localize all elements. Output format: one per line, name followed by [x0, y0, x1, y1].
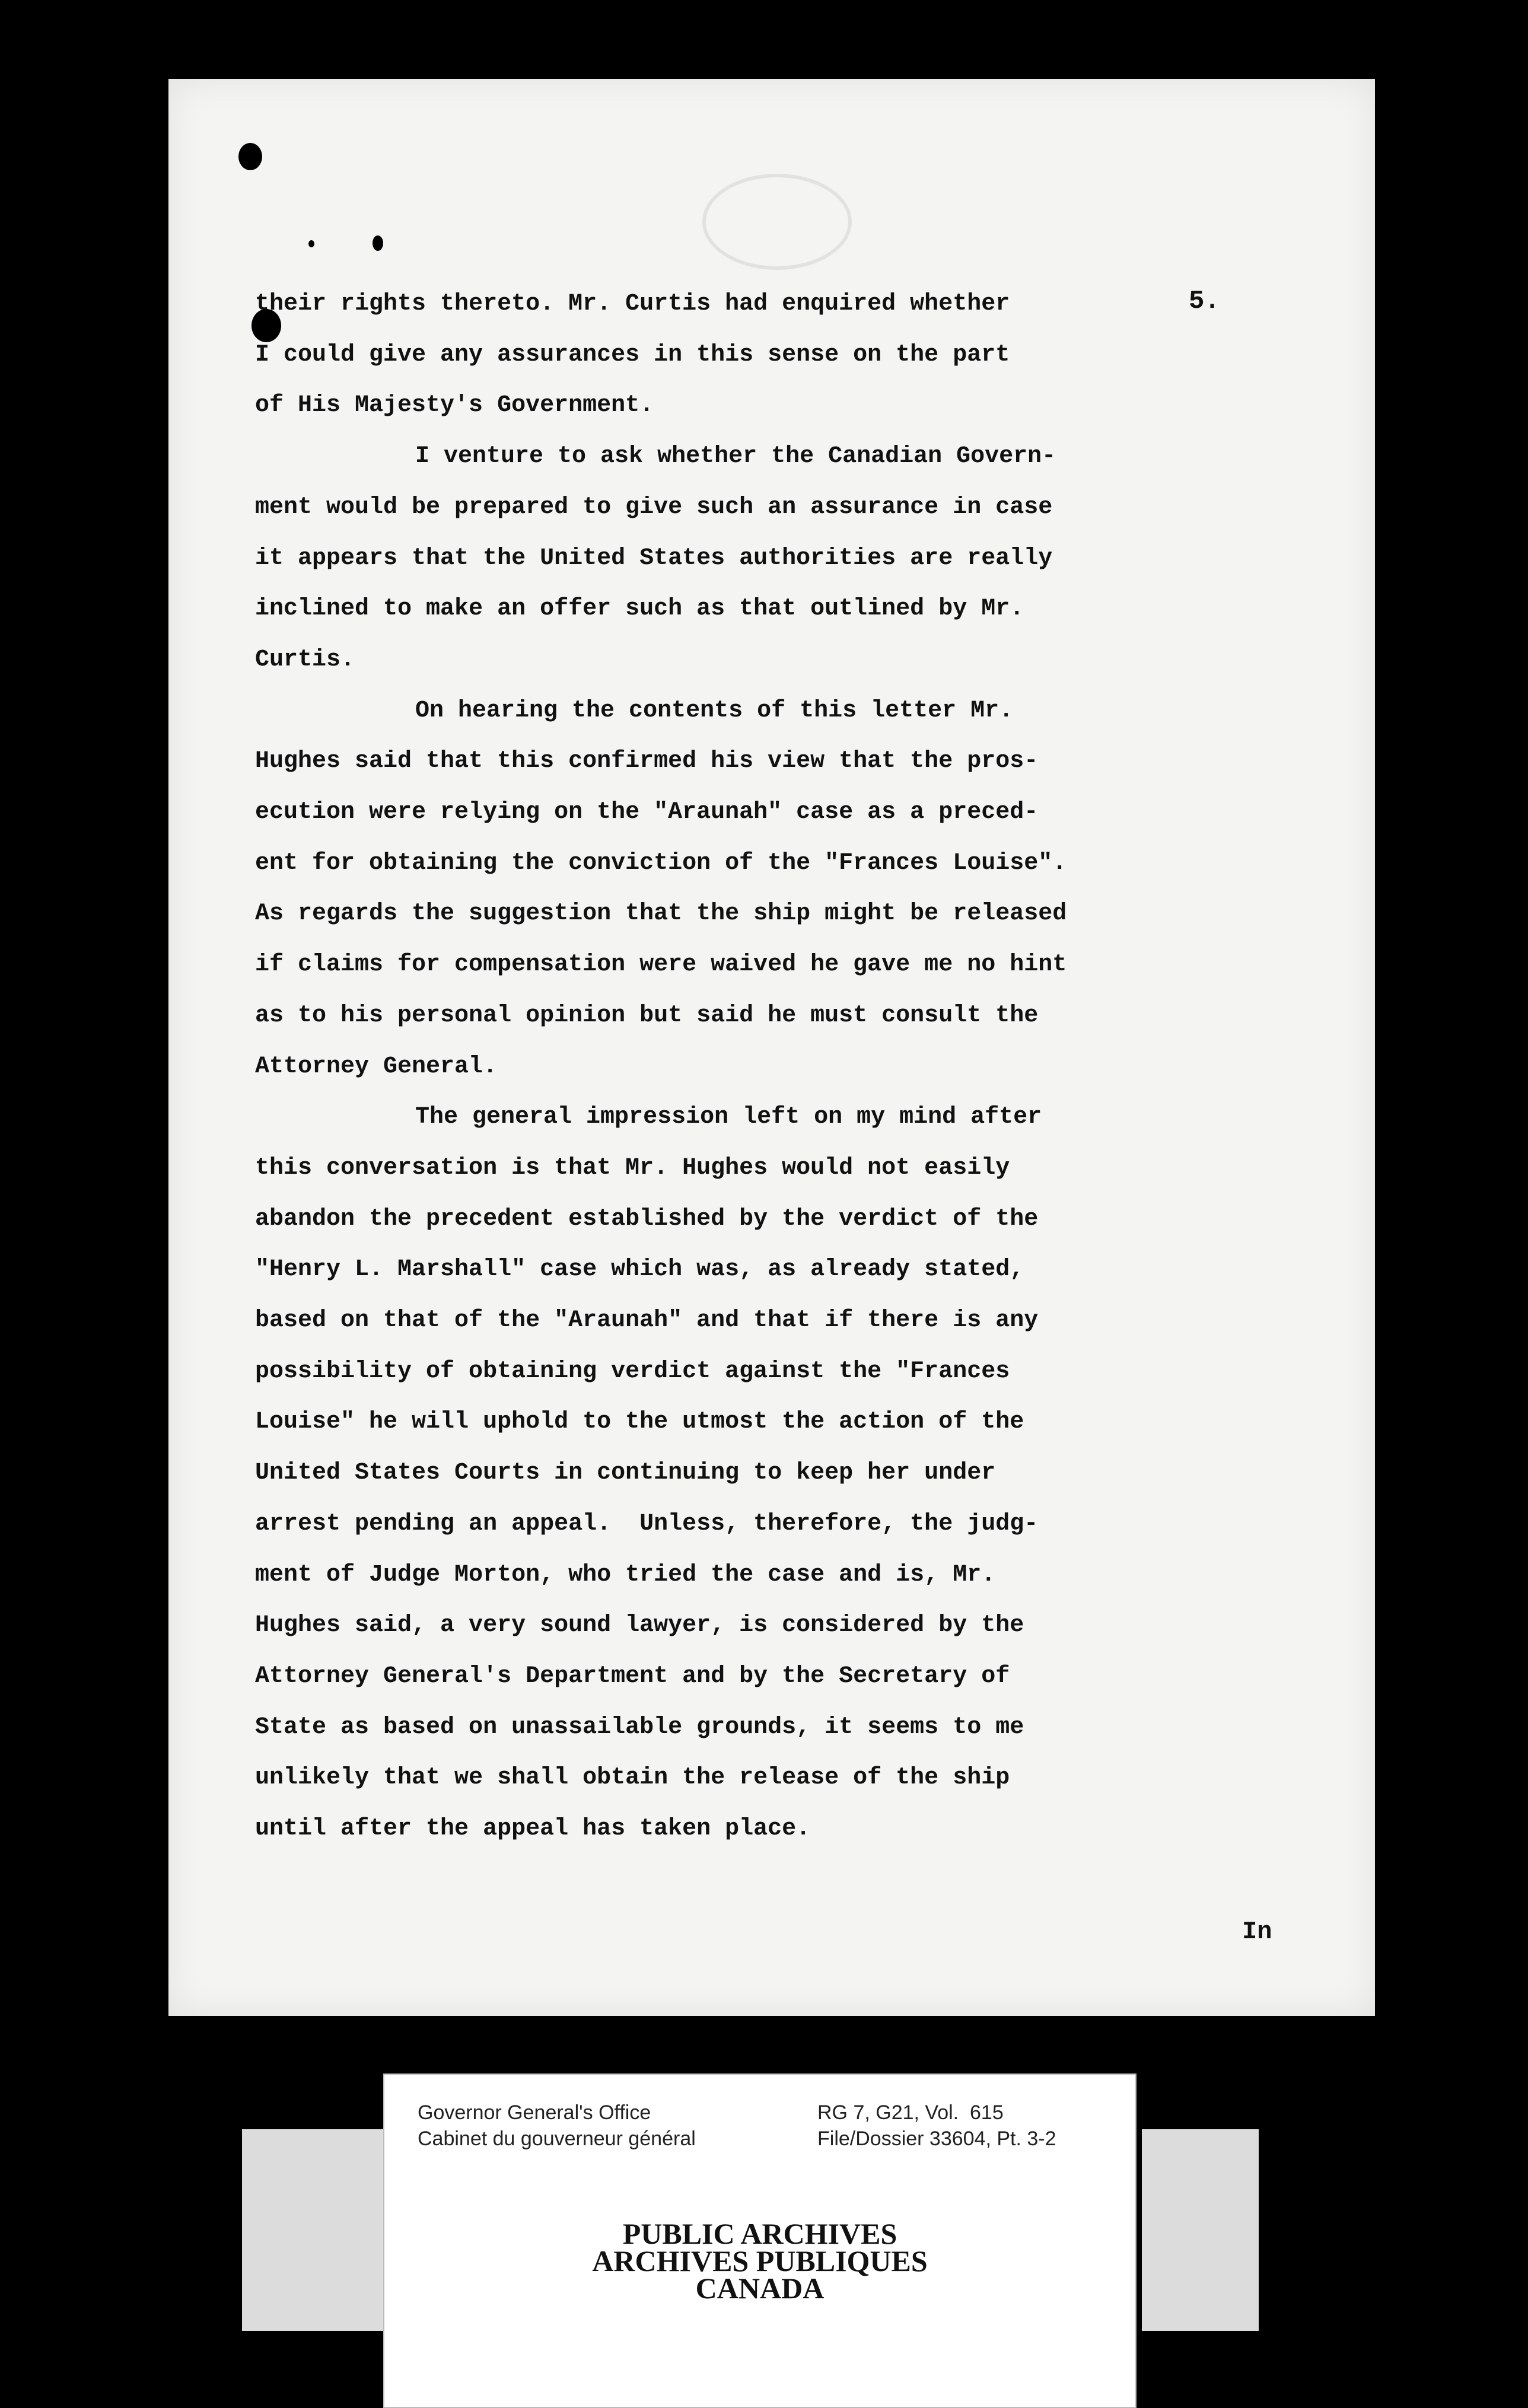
stamp-line-3: CANADA [695, 2272, 825, 2305]
label-reference [817, 2100, 1056, 2152]
stamp-line-2: ARCHIVES PUBLIQUES [592, 2244, 928, 2278]
text-line: As regards the suggestion that the ship might be released [255, 900, 1067, 928]
text-line: Hughes said that this confirmed his view that the pros- [255, 748, 1039, 775]
text-line: inclined to make an offer such as that outlined by Mr. [255, 595, 1024, 623]
text-line: ment of Judge Morton, who tried the case and is, Mr. [255, 1561, 996, 1588]
text-line: The general impression left on my mind after [415, 1104, 1042, 1131]
text-line: as to his personal opinion but said he must consult the [255, 1002, 1039, 1029]
page-number: 5. [1189, 286, 1220, 316]
text-line: abandon the precedent established by the verdict of the [255, 1205, 1039, 1232]
text-line: ent for obtaining the conviction of the "Frances Louise". [255, 849, 1067, 877]
text-line: this conversation is that Mr. Hughes would not easily [255, 1154, 1010, 1181]
text-line: if claims for compensation were waived he gave me no hint [255, 951, 1067, 979]
text-line: On hearing the contents of this letter Mr. [415, 697, 1014, 724]
text-line: Attorney General's Department and by the Secretary of [255, 1662, 1010, 1690]
text-line: United States Courts in continuing to keep her under [255, 1460, 996, 1487]
punch-hole [373, 235, 383, 251]
text-line: I venture to ask whether the Canadian Govern- [415, 443, 1056, 470]
text-line: possibility of obtaining verdict against the "Frances [255, 1358, 1010, 1385]
punch-hole [238, 143, 262, 170]
text-line: based on that of the "Araunah" and that if there is any [255, 1307, 1039, 1334]
text-line: ment would be prepared to give such an assurance in case [255, 493, 1053, 521]
text-line: "Henry L. Marshall" case which was, as already stated, [255, 1256, 1024, 1283]
text-line: Hughes said, a very sound lawyer, is considered by the [255, 1612, 1024, 1639]
text-line: until after the appeal has taken place. [255, 1815, 811, 1843]
text-line: Curtis. [255, 646, 355, 673]
letter-body [255, 279, 1192, 1855]
text-line: ecution were relying on the "Araunah" case as a preced- [255, 799, 1039, 826]
office-french: Cabinet du gouverneur général [418, 2127, 696, 2150]
archives-stamp [384, 2217, 1135, 2305]
file-dossier: File/Dossier 33604, Pt. 3-2 [817, 2127, 1056, 2150]
text-line: their rights thereto. Mr. Curtis had enquired whether [255, 291, 1010, 317]
text-line: arrest pending an appeal. Unless, therefore, the judg- [255, 1510, 1039, 1537]
text-line: I could give any assurances in this sense on the part [255, 341, 1010, 368]
text-line: State as based on unassailable grounds, it seems to me [255, 1713, 1024, 1741]
text-line: Louise" he will uphold to the utmost the action of the [255, 1409, 1024, 1436]
text-line: of His Majesty's Government. [255, 392, 654, 419]
text-line: Attorney General. [255, 1053, 498, 1080]
record-group: RG 7, G21, Vol. 615 [817, 2101, 1004, 2124]
embossed-seal [702, 174, 852, 270]
label-office [418, 2100, 696, 2152]
stamp-line-1: PUBLIC ARCHIVES [622, 2217, 897, 2250]
text-line: unlikely that we shall obtain the release of the ship [255, 1764, 1010, 1792]
archive-label [383, 2073, 1137, 2408]
binding-tab-right [1142, 2129, 1259, 2331]
office-english: Governor General's Office [418, 2101, 651, 2124]
text-line: it appears that the United States authorities are really [255, 544, 1053, 572]
punch-hole [308, 240, 314, 247]
catchword: In [1242, 1918, 1272, 1946]
